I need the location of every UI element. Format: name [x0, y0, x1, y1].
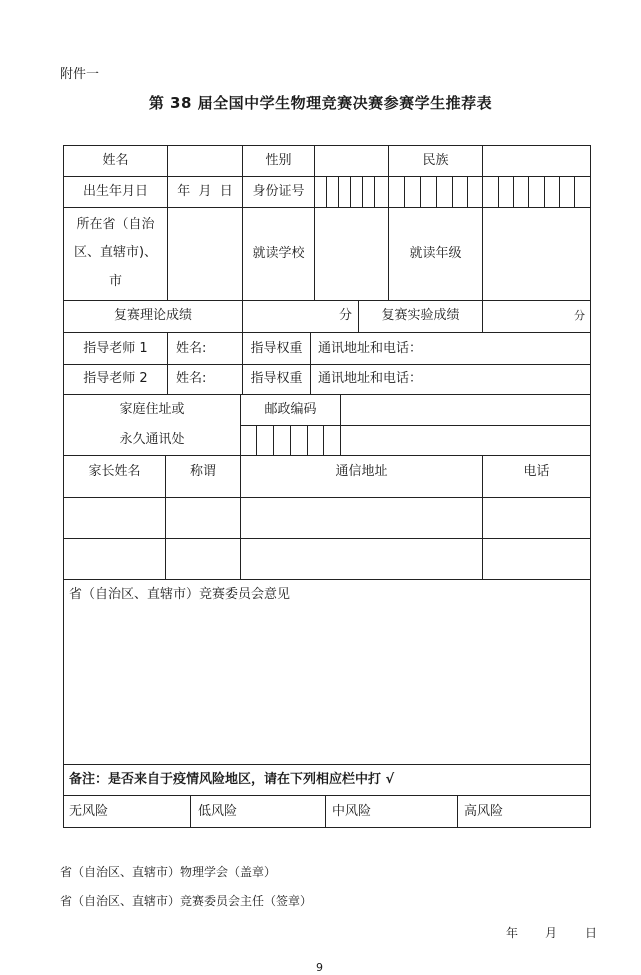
- home-address-label-line2: 永久通讯处: [119, 432, 185, 447]
- col-line: [340, 394, 341, 455]
- date-month: 月: [545, 926, 558, 940]
- postal-digit-divider: [256, 425, 257, 455]
- teacher-1-contact-label: 通讯地址和电话：: [318, 341, 423, 356]
- row-line: [63, 145, 591, 146]
- row-line: [63, 300, 591, 301]
- id-digit-divider: [420, 176, 421, 207]
- province-label-line2: 区、直辖市)、: [73, 245, 158, 260]
- row-line: [63, 394, 591, 395]
- id-digit-divider: [498, 176, 499, 207]
- col-line: [242, 300, 243, 332]
- name-label: 姓名: [102, 153, 129, 168]
- teacher-2-label: 指导老师 2: [83, 371, 148, 386]
- experiment-score-label: 复赛实验成绩: [381, 308, 460, 323]
- page-number: 9: [316, 961, 323, 974]
- col-line: [457, 795, 458, 827]
- committee-opinion-label: 省（自治区、直辖市）竞赛委员会意见: [69, 587, 291, 602]
- annex-label: 附件一: [60, 67, 100, 82]
- id-digit-divider: [388, 176, 389, 207]
- id-digit-divider: [513, 176, 514, 207]
- row-line: [63, 207, 591, 208]
- parent-address-header: 通信地址: [335, 464, 388, 479]
- postal-digit-divider: [290, 425, 291, 455]
- id-digit-divider: [559, 176, 560, 207]
- experiment-score-unit: 分: [574, 309, 585, 322]
- teacher-2-name-label: 姓名:: [176, 371, 207, 386]
- row-line: [63, 497, 591, 498]
- teacher-2-weight-label: 指导权重: [250, 371, 303, 386]
- society-seal-line: 省（自治区、直辖市）物理学会（盖章）: [60, 865, 277, 879]
- id-digit-divider: [544, 176, 545, 207]
- id-digit-divider: [326, 176, 327, 207]
- col-line: [314, 145, 315, 300]
- row-line: [63, 332, 591, 333]
- id-digit-divider: [528, 176, 529, 207]
- teacher-1-name-label: 姓名:: [176, 341, 207, 356]
- row-line: [63, 176, 591, 177]
- postal-digit-divider: [323, 425, 324, 455]
- col-line: [482, 300, 483, 332]
- province-label-line1: 所在省（自治: [76, 217, 155, 232]
- id-digit-divider: [404, 176, 405, 207]
- home-address-label-line1: 家庭住址或: [119, 402, 185, 417]
- row-line: [63, 764, 591, 765]
- id-digit-divider: [338, 176, 339, 207]
- teacher-1-weight-label: 指导权重: [250, 341, 303, 356]
- row-line: [63, 827, 591, 828]
- postal-digit-divider: [273, 425, 274, 455]
- date-day: 日: [585, 926, 598, 940]
- row-line: [63, 455, 591, 456]
- ethnicity-label: 民族: [422, 153, 449, 168]
- parent-relation-header: 称谓: [189, 464, 216, 479]
- id-digit-divider: [467, 176, 468, 207]
- province-label-line3: 市: [108, 274, 122, 289]
- theory-score-label: 复赛理论成绩: [113, 308, 192, 323]
- birth-date-placeholder: 年 月 日: [177, 184, 233, 199]
- gender-label: 性别: [265, 153, 292, 168]
- col-line: [325, 795, 326, 827]
- row-line: [240, 425, 591, 426]
- row-line: [63, 538, 591, 539]
- grade-label: 就读年级: [409, 246, 462, 261]
- teacher-1-label: 指导老师 1: [83, 341, 148, 356]
- id-number-label: 身份证号: [252, 184, 305, 199]
- id-digit-divider: [374, 176, 375, 207]
- col-line: [310, 332, 311, 394]
- col-line: [482, 145, 483, 176]
- risk-option-high: 高风险: [464, 804, 504, 819]
- teacher-2-contact-label: 通讯地址和电话：: [318, 371, 423, 386]
- id-digit-divider: [436, 176, 437, 207]
- director-sign-line: 省（自治区、直辖市）竞赛委员会主任（签章）: [60, 894, 313, 908]
- id-digit-divider: [574, 176, 575, 207]
- row-line: [63, 795, 591, 796]
- risk-option-none: 无风险: [69, 804, 109, 819]
- col-line: [242, 145, 243, 300]
- postal-code-label: 邮政编码: [264, 402, 317, 417]
- date-year: 年: [506, 926, 519, 940]
- postal-digit-divider: [307, 425, 308, 455]
- page-title: 第 38 届全国中学生物理竞赛决赛参赛学生推荐表: [148, 94, 493, 112]
- theory-score-unit: 分: [339, 308, 353, 323]
- parent-name-header: 家长姓名: [88, 464, 141, 479]
- table-right-border: [590, 145, 591, 828]
- col-line: [190, 795, 191, 827]
- parent-phone-header: 电话: [523, 464, 550, 479]
- id-digit-divider: [482, 176, 483, 207]
- school-label: 就读学校: [252, 246, 305, 261]
- id-digit-divider: [362, 176, 363, 207]
- col-line: [167, 145, 168, 300]
- birth-label: 出生年月日: [82, 184, 148, 199]
- row-line: [63, 579, 591, 580]
- id-digit-divider: [452, 176, 453, 207]
- row-line: [63, 364, 591, 365]
- risk-option-low: 低风险: [198, 804, 238, 819]
- col-line: [167, 332, 168, 394]
- col-line: [482, 207, 483, 300]
- epidemic-note: 备注：是否来自于疫情风险地区，请在下列相应栏中打 √: [69, 772, 395, 787]
- id-digit-divider: [350, 176, 351, 207]
- risk-option-medium: 中风险: [332, 804, 372, 819]
